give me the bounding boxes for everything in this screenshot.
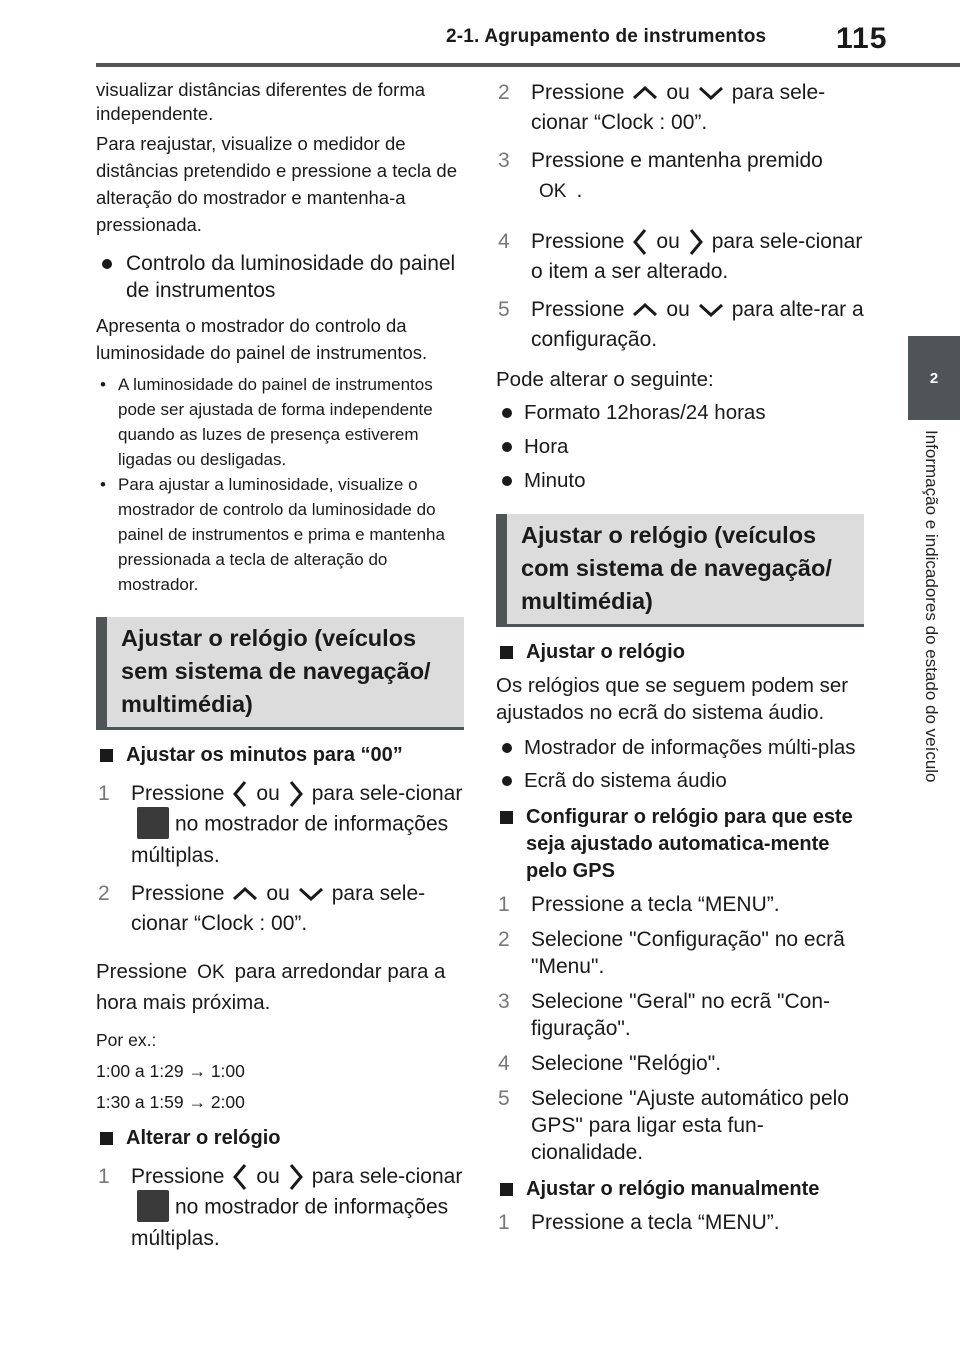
bullet-heading: Controlo da luminosidade do painel de instrumentos [96,250,464,304]
step-item: 3 Pressione e mantenha premido OK . [496,146,864,207]
option-item: Hora [496,433,864,460]
subheading: Ajustar os minutos para “00” [96,742,464,769]
chevron-right-icon [288,780,304,808]
step-item: 5 Selecione "Ajuste automático pelo GPS" para ligar esta fun-cionalidade. [498,1087,849,1164]
note-dot-icon: • [100,475,106,494]
ok-icon: OK [197,962,225,983]
square-bullet-icon [500,1183,513,1196]
step-item: 3 Selecione "Geral" no ecrã "Con-figuração". [498,990,831,1040]
settings-icon [137,1190,169,1222]
paragraph: Apresenta o mostrador do controlo da luminosidade do painel de instrumentos. [96,315,428,363]
paragraph: visualizar distâncias diferentes de forma independente. [96,79,426,124]
note-item: • Para ajustar a luminosidade, visualize o mostrador de controlo da luminosidade do painel de instrumentos e prima e mantenha pressionada a tecla de alteração do mostrador. [96,472,464,597]
square-bullet-icon [500,646,513,659]
square-bullet-icon [100,1132,113,1145]
subheading: Ajustar o relógio [496,639,864,666]
square-bullet-icon [500,811,513,824]
chevron-down-icon [298,886,324,902]
option-item: Formato 12horas/24 horas [496,399,864,426]
chevron-up-icon [632,85,658,101]
section-callout: Ajustar o relógio (veículos sem sistema de navegação/ multimédia) [96,617,464,730]
paragraph: Pressione OK para arredondar para a hora mais próxima. [96,960,446,1014]
arrow-icon: → [188,1092,206,1112]
note-item: • A luminosidade do painel de instrumentos pode ser ajustada de forma independente quando as luzes de presença estiverem ligadas ou desligadas. [96,372,464,472]
bullet-dot-icon [502,476,512,486]
note-dot-icon: • [100,375,106,394]
settings-icon [137,807,169,839]
step-item: 1 Pressione a tecla “MENU”. [498,893,780,916]
chevron-down-icon [698,302,724,318]
example-line: 1:30 a 1:59 → 2:00 [96,1092,245,1112]
chevron-right-icon [688,228,704,256]
ok-icon: OK [539,181,567,202]
chapter-title: Informação e indicadores do estado do veículo [922,430,941,783]
list-item: Ecrã do sistema áudio [496,767,864,794]
section-title: 2-1. Agrupamento de instrumentos [446,26,767,47]
header-rule [96,63,960,67]
subheading: Configurar o relógio para que este seja ajustado automatica-mente pelo GPS [496,804,864,885]
subheading: Ajustar o relógio manualmente [496,1176,864,1203]
example-line: 1:00 a 1:29 → 1:00 [96,1061,245,1081]
subheading: Alterar o relógio [96,1125,464,1152]
step-item: 1 Pressione a tecla “MENU”. [498,1211,780,1234]
step-item: 2 Selecione "Configuração" no ecrã "Menu". [498,928,845,978]
square-bullet-icon [100,749,113,762]
step-item: 4 Pressione ou para sele-cionar o item a ser alterado. [498,230,863,283]
chevron-up-icon [632,302,658,318]
bullet-dot-icon [102,259,112,269]
page-number: 115 [836,22,888,55]
step-item: 4 Selecione "Relógio". [498,1052,722,1075]
arrow-icon: → [188,1061,206,1081]
paragraph: Para reajustar, visualize o medidor de distâncias pretendido e pressione a tecla de alteração do mostrador e mantenha-a pressionada. [96,133,457,235]
chevron-left-icon [632,228,648,256]
bullet-dot-icon [502,442,512,452]
left-column [96,78,464,1254]
step-item: 1 Pressione ou para sele-cionarno mostrador de informações múltiplas. [98,1165,463,1250]
chevron-down-icon [698,85,724,101]
section-callout: Ajustar o relógio (veículos com sistema de navegação/ multimédia) [496,514,864,627]
paragraph: Pode alterar o seguinte: [496,368,714,391]
paragraph: Os relógios que se seguem podem ser ajustados no ecrã do sistema áudio. [496,674,849,724]
list-item: Mostrador de informações múlti-plas [496,734,864,761]
chevron-left-icon [232,780,248,808]
chevron-up-icon [232,886,258,902]
chevron-left-icon [232,1163,248,1191]
example-label: Por ex.: [96,1030,157,1050]
bullet-dot-icon [502,408,512,418]
option-item: Minuto [496,467,864,494]
bullet-dot-icon [502,776,512,786]
chevron-right-icon [288,1163,304,1191]
step-item: 2 Pressione ou para sele-cionar “Clock : 00”. [98,882,426,935]
step-item: 1 Pressione ou para sele-cionarno mostrador de informações múltiplas. [98,782,463,867]
step-item: 5 Pressione ou para alte-rar a configuração. [498,298,864,351]
chapter-tab: 2 [908,336,960,420]
step-item: 2 Pressione ou para sele-cionar “Clock : 00”. [498,81,826,134]
bullet-dot-icon [502,743,512,753]
right-column [496,78,864,1236]
